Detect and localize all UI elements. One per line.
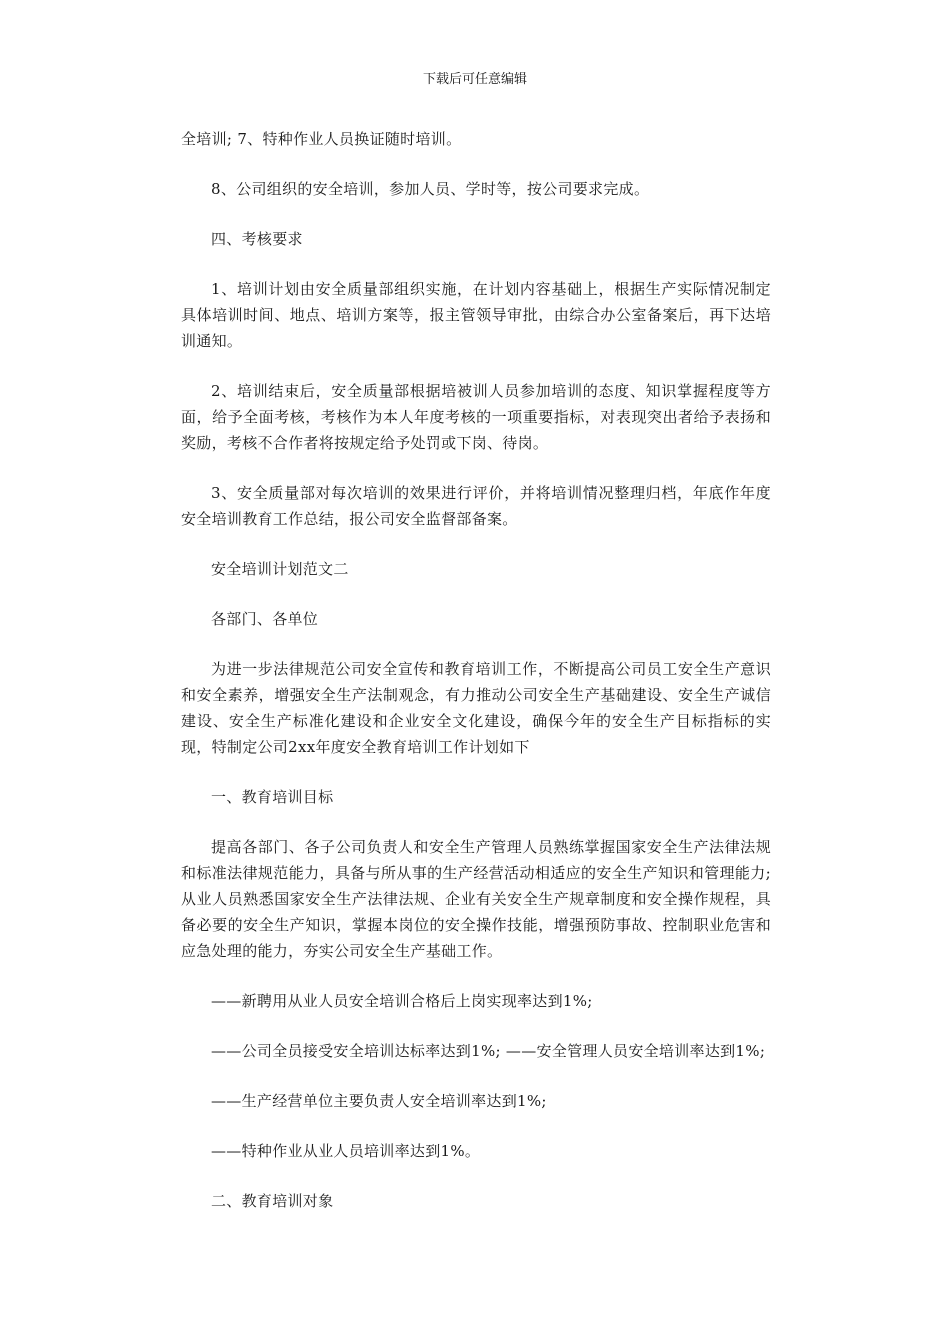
paragraph: 提高各部门、各子公司负责人和安全生产管理人员熟练掌握国家安全生产法律法规和标准法律规范能力，具备与所从事的生产经营活动相适应的安全生产知识和管理能力;从业人员熟悉国家安全生产法律法规、企业有关安全生产规章制度和安全操作规程，具备必要的安全生产知识，掌握本岗位的安全操作技能，增强预防事故、控制职业危害和应急处理的能力，夯实公司安全生产基础工作。 (181, 838, 771, 960)
paragraph: 全培训; 7、特种作业人员换证随时培训。 (181, 130, 462, 148)
page-header: 下载后可任意编辑 (422, 72, 527, 87)
paragraph: 2、培训结束后，安全质量部根据培被训人员参加培训的态度、知识掌握程度等方面，给予全面考核，考核作为本人年度考核的一项重要指标，对表现突出者给予表扬和奖励，考核不合作者将按规定给予处罚或下岗、待岗。 (181, 382, 771, 452)
list-item: ——新聘用从业人员安全培训合格后上岗实现率达到1%; (211, 992, 593, 1010)
paragraph: 为进一步法律规范公司安全宣传和教育培训工作，不断提高公司员工安全生产意识和安全素养，增强安全生产法制观念，有力推动公司安全生产基础建设、安全生产诚信建设、安全生产标准化建设和企业安全文化建设，确保今年的安全生产目标指标的实现，特制定公司2xx年度安全教育培训工作计划如下 (181, 660, 771, 756)
list-item: ——公司全员接受安全培训达标率达到1%; ——安全管理人员安全培训率达到1%; (211, 1042, 766, 1060)
paragraph: 3、安全质量部对每次培训的效果进行评价，并将培训情况整理归档，年底作年度安全培训教育工作总结，报公司安全监督部备案。 (181, 484, 771, 528)
document-body (181, 126, 771, 1238)
section-heading: 安全培训计划范文二 (211, 560, 349, 578)
section-heading: 二、教育培训对象 (211, 1192, 334, 1210)
paragraph: 8、公司组织的安全培训，参加人员、学时等，按公司要求完成。 (211, 180, 650, 198)
list-item: ——特种作业从业人员培训率达到1%。 (211, 1142, 481, 1160)
paragraph: 1、培训计划由安全质量部组织实施，在计划内容基础上，根据生产实际情况制定具体培训时间、地点、培训方案等，报主管领导审批，由综合办公室备案后，再下达培训通知。 (181, 280, 771, 350)
section-heading: 四、考核要求 (211, 230, 303, 248)
section-heading: 一、教育培训目标 (211, 788, 334, 806)
paragraph: 各部门、各单位 (211, 610, 319, 628)
list-item: ——生产经营单位主要负责人安全培训率达到1%; (211, 1092, 547, 1110)
